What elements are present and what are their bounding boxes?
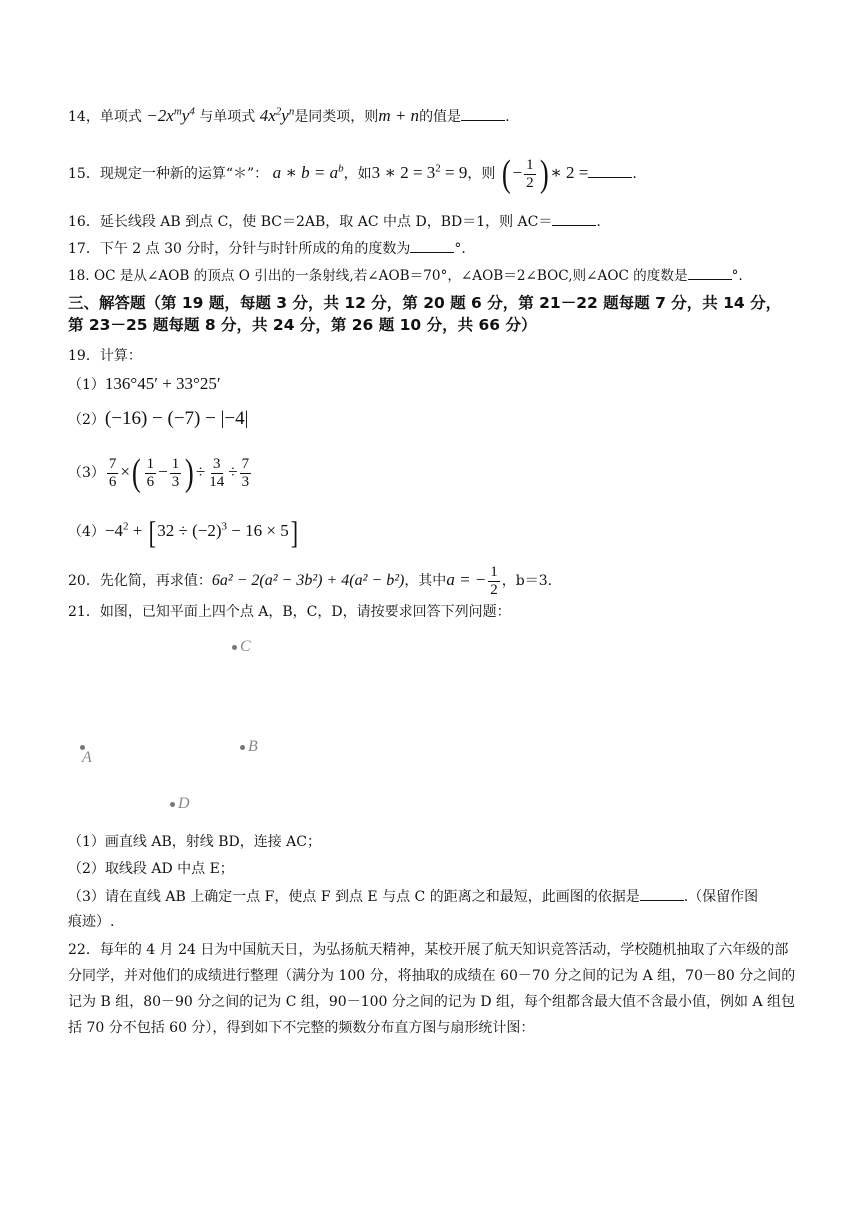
point-d-label: D	[178, 795, 190, 812]
q19-part-4	[68, 514, 299, 550]
fraction: $\frac{1}{3}$	[171, 455, 180, 490]
q19-p4-expression: $-4^2$ +	[104, 520, 147, 540]
q20-text: 20．先化简，再求值：	[68, 573, 212, 589]
left-paren: (	[501, 153, 511, 195]
question-20	[68, 562, 552, 599]
q14-text: 的值是	[419, 109, 462, 125]
q15-text: ，则	[467, 166, 496, 182]
times-sign: ×	[120, 462, 131, 481]
right-bracket: ]	[290, 514, 298, 550]
q14-expression: m + n	[378, 106, 420, 125]
q20-expression: 6a² − 2(a² − 3b²) + 4(a² − b²)	[211, 572, 405, 589]
point-a-label: A	[82, 749, 92, 766]
answer-blank	[552, 211, 596, 226]
q15-example: 3 ∗ $2 = 3^2 = 9$	[371, 162, 468, 182]
point-b-label: B	[248, 738, 258, 755]
answer-blank	[688, 265, 732, 280]
point-b-dot	[240, 745, 245, 750]
question-15	[68, 153, 637, 195]
fraction: $\frac{7}{6}$	[108, 455, 117, 490]
question-22: 22．每年的 4 月 24 日为中国航天日，为弘扬航天精神，某校开展了航天知识竞答活动，学校随机抽取了六年级的部分同学，并对他们的成绩进行整理（满分为 100 分，将抽取的成绩在 60－70 分之间的记为 A 组，70－80 分之间的记为 B 组，80－90 分之间的记为 C 组，90－100 分之间的记为 D 组，每个组都含最大值不含最小值，例如 A 组包括 70 分不包括 60 分），得到如下不完整的频数分布直方图与扇形统计图：	[68, 942, 796, 1036]
q15-definition: a ∗ $b = a^b$	[272, 162, 344, 182]
q19-p2-expression: (−16) − (−7) − |−4|	[104, 408, 249, 429]
fraction: $\frac{1}{6}$	[146, 455, 155, 490]
q17-degree-end: °.	[454, 241, 466, 257]
question-21: 21．如图，已知平面上四个点 A，B，C，D，请按要求回答下列问题：	[68, 604, 511, 620]
section-heading-line-2: 第 23－25 题每题 8 分，共 24 分，第 26 题 10 分，共 66 分）	[68, 316, 537, 334]
divide-sign: ÷	[195, 462, 206, 481]
q14-monomial-2: $4x^2y^n$	[259, 105, 295, 125]
q19-part-2	[68, 406, 248, 433]
minus-sign: −	[512, 163, 523, 182]
part-label: （3）	[68, 465, 105, 481]
minus-sign: −	[158, 462, 168, 481]
fraction: $\frac{3}{14}$	[209, 455, 225, 490]
point-c-dot	[232, 645, 237, 650]
answer-blank	[640, 886, 684, 901]
q15-text: 现规定一种新的运算“＊”：	[99, 166, 269, 182]
q14-monomial-1: $-2x^my^4$	[146, 105, 195, 125]
q18-text: 18. OC 是从∠AOB 的顶点 O 引出的一条射线,若∠AOB＝70°，∠AOB＝2∠BOC,则∠AOC 的度数是	[68, 268, 688, 284]
q14-text: 单项式	[99, 109, 142, 125]
fraction: $\frac{1}{2}$	[490, 563, 498, 598]
q16-text: 16．延长线段 AB 到点 C，使 BC＝2AB，取 AC 中点 D，BD＝1，则 AC＝	[68, 214, 553, 230]
q19-p1-expression: 136°45′ + 33°25′	[104, 374, 221, 393]
q17-text: 17．下午 2 点 30 分时，分针与时针所成的角的度数为	[68, 241, 411, 257]
q15-tail: ∗ 2 =	[550, 163, 589, 182]
part-label: （1）	[68, 377, 105, 393]
section-heading-line-1: 三、解答题（第 19 题，每题 3 分，共 12 分，第 20 题 6 分，第 21－22 题每题 7 分，共 14 分，	[68, 294, 782, 312]
answer-blank	[410, 238, 454, 253]
q19-part-3	[68, 452, 253, 493]
q15-period: .	[632, 166, 637, 182]
question-18	[68, 265, 743, 286]
left-paren: (	[131, 452, 141, 494]
answer-blank	[461, 106, 505, 121]
answer-blank	[588, 163, 632, 178]
q16-period: .	[596, 214, 601, 230]
section-heading	[68, 292, 781, 336]
part-label: （4）	[68, 524, 105, 540]
q21-step-1: （1）画直线 AB，射线 BD，连接 AC；	[68, 834, 321, 850]
point-c-label: C	[240, 638, 251, 655]
q21-step-3-cont: 痕迹）.	[68, 914, 115, 930]
question-19-title: 19．计算：	[68, 348, 142, 364]
q21-step-2: （2）取线段 AD 中点 E；	[68, 861, 234, 877]
question-14	[68, 106, 510, 127]
part-label: （2）	[68, 412, 105, 428]
q15-text: ，如	[343, 166, 372, 182]
divide-sign: ÷	[228, 462, 238, 481]
question-16	[68, 211, 601, 232]
q20-a-value: a = −	[446, 570, 487, 589]
q15-number: 15．	[68, 166, 100, 182]
q21-step-3-text: （3）请在直线 AB 上确定一点 F，使点 F 到点 E 与点 C 的距离之和最短，此画图的依据是	[68, 889, 640, 905]
q14-text: 是同类项，则	[294, 109, 379, 125]
point-d-dot	[170, 802, 175, 807]
q20-text: ，其中	[404, 573, 447, 589]
q21-step-3-tail: .（保留作图	[683, 889, 759, 905]
q14-period: .	[505, 109, 510, 125]
q20-text: ，b＝3.	[501, 573, 553, 589]
q18-degree-end: °.	[731, 268, 743, 284]
q14-number: 14，	[68, 109, 100, 125]
left-bracket: [	[148, 514, 156, 550]
q14-text: 与单项式	[199, 109, 256, 125]
q19-part-1	[68, 374, 221, 395]
fraction: $\frac{1}{2}$	[526, 156, 534, 191]
right-paren: )	[539, 153, 549, 195]
fraction: $\frac{7}{3}$	[241, 455, 250, 490]
q21-step-3	[68, 886, 758, 907]
right-paren: )	[185, 452, 195, 494]
question-17	[68, 238, 466, 259]
q19-p4-inner: $32 \div (-2)^3 - 16 \times 5$	[157, 520, 289, 540]
